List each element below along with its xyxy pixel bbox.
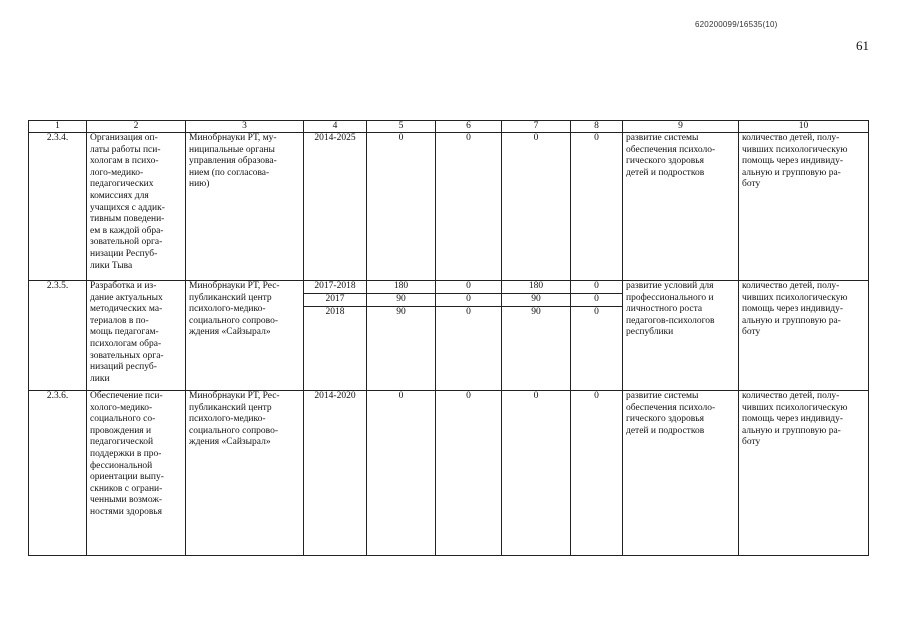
amount-total-cell — [367, 281, 436, 391]
document-code: 620200099/16535(10) — [695, 20, 778, 29]
period-cell — [304, 281, 367, 391]
activity-text: Разработка и из- дание актуальных методических ма- териалов в по- мощь педагогам- психологам обра- зовательных орга- низаций респуб- лики — [87, 281, 186, 391]
column-number: 5 — [367, 121, 436, 133]
column-number-row — [29, 121, 869, 133]
amount-value: 90 — [502, 294, 570, 307]
amount-republic-cell — [502, 281, 571, 391]
period-value: 2017 — [304, 294, 366, 307]
column-number: 1 — [29, 121, 87, 133]
item-number: 2.3.4. — [29, 133, 87, 281]
column-number: 6 — [436, 121, 502, 133]
amount-subtable — [367, 281, 435, 319]
amount-value: 0 — [436, 281, 501, 294]
indicator-text: количество детей, полу- чивших психологическую помощь через индивиду- альную и групповую ра- боту — [739, 281, 869, 391]
amount-value: 180 — [502, 281, 570, 294]
amount-value: 0 — [571, 281, 622, 294]
period-cell: 2014-2025 — [304, 133, 367, 281]
amount-value: 0 — [594, 307, 599, 317]
result-text: развитие условий для профессионального и личностного роста педагогов-психологов республики — [623, 281, 739, 391]
column-number: 2 — [87, 121, 186, 133]
amount-republic-cell: 0 — [502, 133, 571, 281]
amount-value: 90 — [367, 294, 435, 307]
program-table — [28, 120, 869, 556]
amount-value: 90 — [396, 307, 406, 317]
executor-text: Минобрнауки РТ, Рес- публиканский центр психолого-медико- социального сопрово- ждения «Сайзырал» — [186, 281, 304, 391]
amount-value: 90 — [531, 307, 541, 317]
result-text: развитие системы обеспечения психоло- гического здоровья детей и подростков — [623, 391, 739, 556]
item-number: 2.3.5. — [29, 281, 87, 391]
amount-value: 0 — [571, 294, 622, 307]
period-subtable — [304, 281, 366, 319]
amount-subtable — [571, 281, 622, 319]
page-number: 61 — [856, 38, 869, 53]
indicator-text: количество детей, полу- чивших психологическую помощь через индивиду- альную и групповую ра- боту — [739, 133, 869, 281]
result-text: развитие системы обеспечения психоло- гического здоровья детей и подростков — [623, 133, 739, 281]
executor-text: Минобрнауки РТ, му- ниципальные органы управления образова- нием (по согласова- нию) — [186, 133, 304, 281]
column-number: 3 — [186, 121, 304, 133]
item-number: 2.3.6. — [29, 391, 87, 556]
amount-other-cell: 0 — [571, 133, 623, 281]
amount-value: 0 — [436, 294, 501, 307]
period-cell: 2014-2020 — [304, 391, 367, 556]
period-value: 2017-2018 — [304, 281, 366, 294]
activity-text: Обеспечение пси- холого-медико- социального со- провождения и педагогической поддержки в про- фессиональной ориентации выпу- скников с ограни- ченными возмож- ностями здоровья — [87, 391, 186, 556]
table-row — [29, 281, 869, 391]
amount-total-cell: 0 — [367, 391, 436, 556]
amount-subtable — [436, 281, 501, 319]
table-row — [29, 133, 869, 281]
period-value: 2018 — [325, 307, 345, 317]
amount-value: 0 — [466, 307, 471, 317]
amount-total-cell: 0 — [367, 133, 436, 281]
column-number: 8 — [571, 121, 623, 133]
amount-value: 180 — [367, 281, 435, 294]
amount-subtable — [502, 281, 570, 319]
table-row — [29, 391, 869, 556]
indicator-text: количество детей, полу- чивших психологическую помощь через индивиду- альную и групповую ра- боту — [739, 391, 869, 556]
amount-federal-cell: 0 — [436, 133, 502, 281]
activity-text: Организация оп- латы работы пси- хологам в психо- лого-медико- педагогических комиссиях для учащихся с аддик- тивным поведени- ем в каждой обра- зовательной орга- низации Респуб- лики Тыва — [87, 133, 186, 281]
amount-federal-cell: 0 — [436, 391, 502, 556]
amount-other-cell: 0 — [571, 391, 623, 556]
column-number: 7 — [502, 121, 571, 133]
column-number: 4 — [304, 121, 367, 133]
amount-federal-cell — [436, 281, 502, 391]
column-number: 10 — [739, 121, 869, 133]
executor-text: Минобрнауки РТ, Рес- публиканский центр психолого-медико- социального сопрово- ждения «Сайзырал» — [186, 391, 304, 556]
column-number: 9 — [623, 121, 739, 133]
amount-republic-cell: 0 — [502, 391, 571, 556]
amount-other-cell — [571, 281, 623, 391]
